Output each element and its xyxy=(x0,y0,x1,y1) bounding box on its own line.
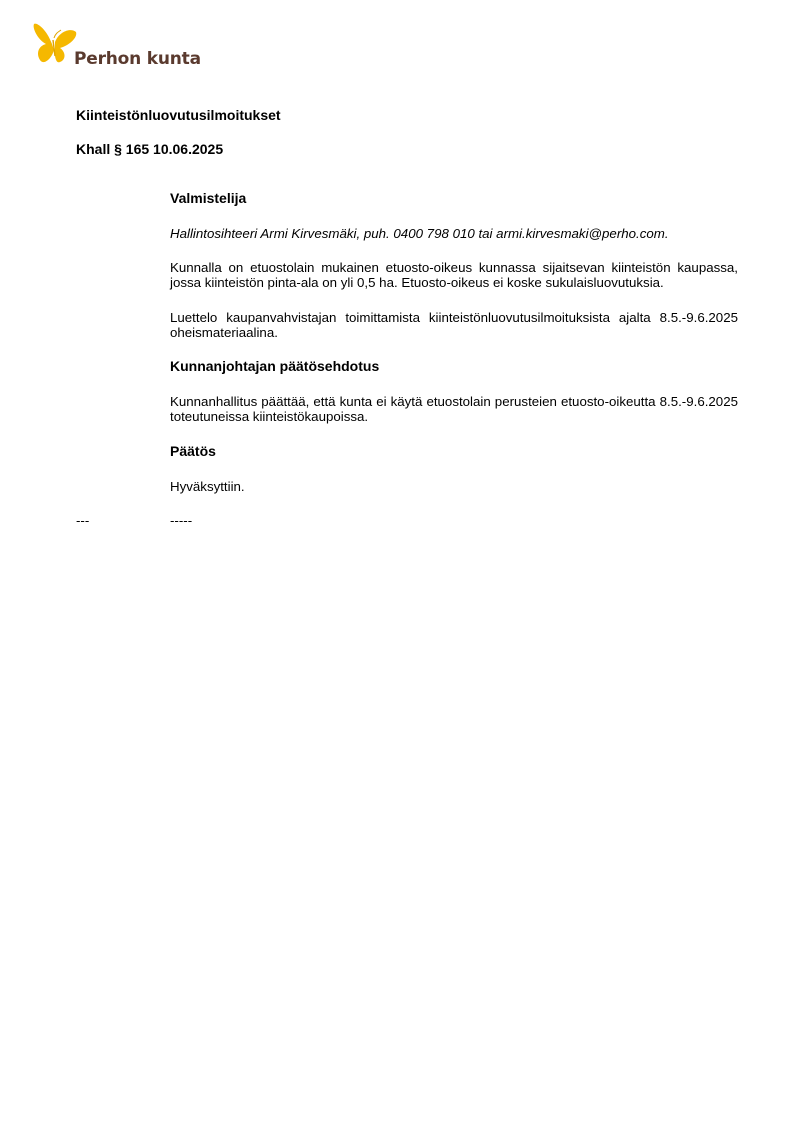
municipality-logo xyxy=(32,22,202,74)
decision-label: Päätös xyxy=(170,443,216,459)
decision-text: Hyväksyttiin. xyxy=(170,479,245,494)
proposal-text: Kunnanhallitus päättää, että kunta ei käytä etuostolain perusteien etuosto-oikeutta 8.5.-9.6.2025 toteutuneissa kiinteistökaupoissa. xyxy=(170,394,738,424)
logo-text: Perhon kunta xyxy=(74,49,201,69)
footer-dash-left: --- xyxy=(76,513,90,528)
butterfly-icon xyxy=(32,22,78,70)
preparer-label: Valmistelija xyxy=(170,190,247,206)
meeting-reference: Khall § 165 10.06.2025 xyxy=(76,141,224,157)
proposal-label: Kunnanjohtajan päätösehdotus xyxy=(170,358,380,374)
background-paragraph: Kunnalla on etuostolain mukainen etuosto-oikeus kunnassa sijaitsevan kiinteistön kaupassa, jossa kiinteistön pinta-ala on yli 0,5 ha. Etuosto-oikeus ei koske sukulaisluovutuksia. xyxy=(170,260,738,290)
footer-dash-right: ----- xyxy=(170,513,193,528)
attachment-paragraph: Luettelo kaupanvahvistajan toimittamista kiinteistönluovutusilmoituksista ajalta 8.5.-9.6.2025 oheismateriaalina. xyxy=(170,310,738,340)
document-title: Kiinteistönluovutusilmoitukset xyxy=(76,107,281,123)
preparer-contact: Hallintosihteeri Armi Kirvesmäki, puh. 0400 798 010 tai armi.kirvesmaki@perho.com. xyxy=(170,226,669,241)
